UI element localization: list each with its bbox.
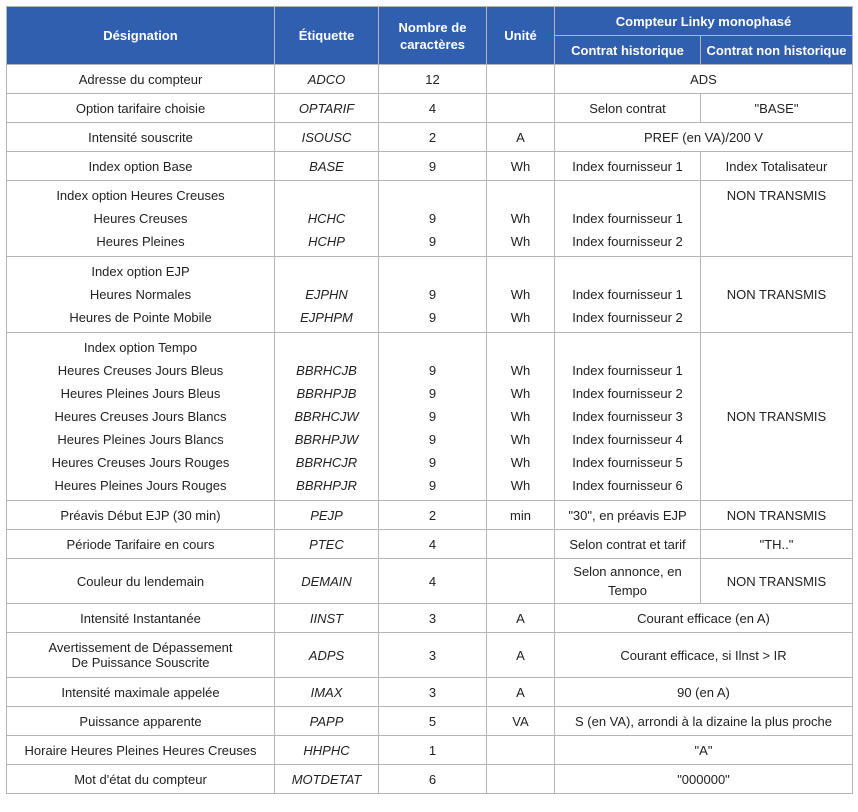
sub-nb: 9 [428, 211, 437, 226]
group-title: Index option Tempo [83, 340, 198, 355]
nb-cell: 2 [379, 123, 487, 152]
designation-cell: Période Tarifaire en cours [7, 530, 275, 559]
sub-designation: Heures de Pointe Mobile [69, 310, 212, 325]
designation-cell: Puissance apparente [7, 707, 275, 736]
unite-cell [487, 530, 555, 559]
etiquette-cell [275, 181, 379, 257]
table-row [7, 707, 853, 736]
etiquette-cell: ADPS [275, 633, 379, 678]
sub-unite: Wh [510, 455, 531, 470]
nb-cell: 6 [379, 765, 487, 794]
sub-designation: Heures Pleines Jours Blancs [57, 432, 224, 447]
etiquette-cell: OPTARIF [275, 94, 379, 123]
header-contrat-non-historique: Contrat non historique [701, 36, 853, 65]
sub-unite: Wh [510, 386, 531, 401]
header-contrat-historique: Contrat historique [555, 36, 701, 65]
etiquette-cell: DEMAIN [275, 559, 379, 604]
sub-nb: 9 [428, 409, 437, 424]
designation-cell: Intensité maximale appelée [7, 678, 275, 707]
group-nonhist: NON TRANSMIS [726, 188, 827, 203]
unite-cell: VA [487, 707, 555, 736]
sub-hist: Index fournisseur 2 [572, 310, 683, 325]
sub-nb: 9 [428, 310, 437, 325]
value-cell: PREF (en VA)/200 V [555, 123, 853, 152]
nonhist-cell: NON TRANSMIS [701, 559, 853, 604]
sub-hist: Index fournisseur 1 [572, 211, 683, 226]
table-row [7, 123, 853, 152]
sub-etiquette: BBRHCJW [294, 409, 359, 424]
hist-cell: "30", en préavis EJP [555, 501, 701, 530]
hist-cell: Selon annonce, en Tempo [555, 559, 701, 604]
nb-cell: 5 [379, 707, 487, 736]
unite-cell: Wh [487, 152, 555, 181]
designation-cell [7, 257, 275, 333]
designation-cell [7, 181, 275, 257]
designation-line: Avertissement de Dépassement [48, 640, 233, 655]
header-etiquette: Étiquette [275, 7, 379, 65]
etiquette-cell [275, 333, 379, 501]
value-cell: Courant efficace (en A) [555, 604, 853, 633]
designation-cell: Préavis Début EJP (30 min) [7, 501, 275, 530]
unite-cell [487, 94, 555, 123]
designation-cell: Adresse du compteur [7, 65, 275, 94]
etiquette-cell: PTEC [275, 530, 379, 559]
nb-cell: 2 [379, 501, 487, 530]
sub-unite: Wh [510, 432, 531, 447]
table-row [7, 559, 853, 604]
sub-designation: Heures Creuses Jours Bleus [57, 363, 224, 378]
sub-nb: 9 [428, 234, 437, 249]
nb-cell [379, 181, 487, 257]
hist-cell [555, 181, 701, 257]
sub-hist: Index fournisseur 1 [572, 363, 683, 378]
sub-hist: Index fournisseur 2 [572, 386, 683, 401]
etiquette-cell: PEJP [275, 501, 379, 530]
unite-cell: A [487, 633, 555, 678]
nonhist-cell: Index Totalisateur [701, 152, 853, 181]
unite-cell [487, 559, 555, 604]
sub-unite: Wh [510, 287, 531, 302]
nb-cell: 9 [379, 152, 487, 181]
table-row [7, 94, 853, 123]
unite-cell [487, 736, 555, 765]
designation-cell: Index option Base [7, 152, 275, 181]
hist-cell: Index fournisseur 1 [555, 152, 701, 181]
group-title: Index option Heures Creuses [56, 188, 225, 203]
sub-designation: Heures Creuses Jours Rouges [51, 455, 230, 470]
unite-cell [487, 65, 555, 94]
sub-hist: Index fournisseur 2 [572, 234, 683, 249]
sub-nb: 9 [428, 478, 437, 493]
sub-etiquette: EJPHN [305, 287, 348, 302]
sub-unite: Wh [510, 409, 531, 424]
table-row-group [7, 257, 853, 333]
nb-cell: 3 [379, 678, 487, 707]
header-nb-line2: caractères [399, 36, 466, 52]
etiquette-cell: ADCO [275, 65, 379, 94]
table-row-group [7, 333, 853, 501]
unite-cell: A [487, 123, 555, 152]
etiquette-cell: MOTDETAT [275, 765, 379, 794]
designation-line: De Puissance Souscrite [71, 655, 210, 670]
hist-cell: Selon contrat et tarif [555, 530, 701, 559]
sub-unite: Wh [510, 234, 531, 249]
sub-etiquette: BBRHCJR [295, 455, 358, 470]
sub-nb: 9 [428, 363, 437, 378]
sub-etiquette: BBRHCJB [296, 363, 357, 378]
unite-cell [487, 257, 555, 333]
designation-cell: Intensité souscrite [7, 123, 275, 152]
value-cell: ADS [555, 65, 853, 94]
table-row [7, 530, 853, 559]
sub-designation: Heures Pleines Jours Rouges [54, 478, 227, 493]
nb-cell: 4 [379, 530, 487, 559]
sub-unite: Wh [510, 478, 531, 493]
sub-hist: Index fournisseur 6 [572, 478, 683, 493]
header-nb-line1: Nombre de [398, 19, 467, 35]
table-row [7, 501, 853, 530]
etiquette-cell: BASE [275, 152, 379, 181]
nonhist-cell: NON TRANSMIS [701, 501, 853, 530]
sub-hist: Index fournisseur 5 [572, 455, 683, 470]
designation-cell: Intensité Instantanée [7, 604, 275, 633]
nonhist-cell: NON TRANSMIS [701, 257, 853, 333]
sub-unite: Wh [510, 363, 531, 378]
table-row [7, 633, 853, 678]
nb-cell: 3 [379, 604, 487, 633]
nb-cell: 1 [379, 736, 487, 765]
header-nombre-caracteres [379, 7, 487, 65]
value-cell: 90 (en A) [555, 678, 853, 707]
nonhist-cell: NON TRANSMIS [701, 333, 853, 501]
sub-etiquette: BBRHPJW [294, 432, 359, 447]
linky-table-container [6, 6, 853, 794]
value-cell: "A" [555, 736, 853, 765]
etiquette-cell: IMAX [275, 678, 379, 707]
sub-designation: Heures Creuses [93, 211, 188, 226]
sub-nb: 9 [428, 432, 437, 447]
sub-etiquette: EJPHPM [300, 310, 353, 325]
etiquette-cell: PAPP [275, 707, 379, 736]
designation-cell [7, 633, 275, 678]
sub-unite: Wh [510, 310, 531, 325]
sub-designation: Heures Pleines Jours Bleus [60, 386, 221, 401]
designation-cell: Option tarifaire choisie [7, 94, 275, 123]
nb-cell: 3 [379, 633, 487, 678]
table-row [7, 604, 853, 633]
etiquette-cell [275, 257, 379, 333]
sub-unite: Wh [510, 211, 531, 226]
linky-teleinfo-table [6, 6, 853, 794]
sub-etiquette: HCHC [307, 211, 346, 226]
hist-cell [555, 257, 701, 333]
sub-nb: 9 [428, 455, 437, 470]
designation-cell: Couleur du lendemain [7, 559, 275, 604]
value-cell: "000000" [555, 765, 853, 794]
sub-hist: Index fournisseur 3 [572, 409, 683, 424]
nb-cell [379, 333, 487, 501]
header-designation: Désignation [7, 7, 275, 65]
nb-cell: 4 [379, 559, 487, 604]
unite-cell: A [487, 678, 555, 707]
table-row [7, 765, 853, 794]
sub-etiquette: BBRHPJR [296, 478, 357, 493]
sub-designation: Heures Creuses Jours Blancs [54, 409, 227, 424]
nonhist-cell: "TH.." [701, 530, 853, 559]
table-row [7, 152, 853, 181]
sub-designation: Heures Pleines [96, 234, 185, 249]
hist-cell: Selon contrat [555, 94, 701, 123]
sub-hist: Index fournisseur 1 [572, 287, 683, 302]
value-cell: S (en VA), arrondi à la dizaine la plus proche [555, 707, 853, 736]
table-row [7, 736, 853, 765]
header-unite: Unité [487, 7, 555, 65]
group-title: Index option EJP [91, 264, 190, 279]
sub-designation: Heures Normales [89, 287, 192, 302]
table-row [7, 65, 853, 94]
sub-hist: Index fournisseur 4 [572, 432, 683, 447]
sub-nb: 9 [428, 386, 437, 401]
nonhist-cell: "BASE" [701, 94, 853, 123]
designation-cell: Horaire Heures Pleines Heures Creuses [7, 736, 275, 765]
designation-cell [7, 333, 275, 501]
unite-cell: min [487, 501, 555, 530]
hist-cell [555, 333, 701, 501]
value-cell: Courant efficace, si Ilnst > IR [555, 633, 853, 678]
header-compteur-linky: Compteur Linky monophasé [555, 7, 853, 36]
unite-cell [487, 765, 555, 794]
nonhist-cell [701, 181, 853, 257]
unite-cell: A [487, 604, 555, 633]
sub-etiquette: BBRHPJB [296, 386, 357, 401]
nb-cell: 12 [379, 65, 487, 94]
etiquette-cell: IINST [275, 604, 379, 633]
nb-cell [379, 257, 487, 333]
unite-cell [487, 333, 555, 501]
sub-nb: 9 [428, 287, 437, 302]
nb-cell: 4 [379, 94, 487, 123]
etiquette-cell: ISOUSC [275, 123, 379, 152]
etiquette-cell: HHPHC [275, 736, 379, 765]
table-row [7, 678, 853, 707]
designation-cell: Mot d'état du compteur [7, 765, 275, 794]
table-row-group [7, 181, 853, 257]
sub-etiquette: HCHP [308, 234, 345, 249]
unite-cell [487, 181, 555, 257]
